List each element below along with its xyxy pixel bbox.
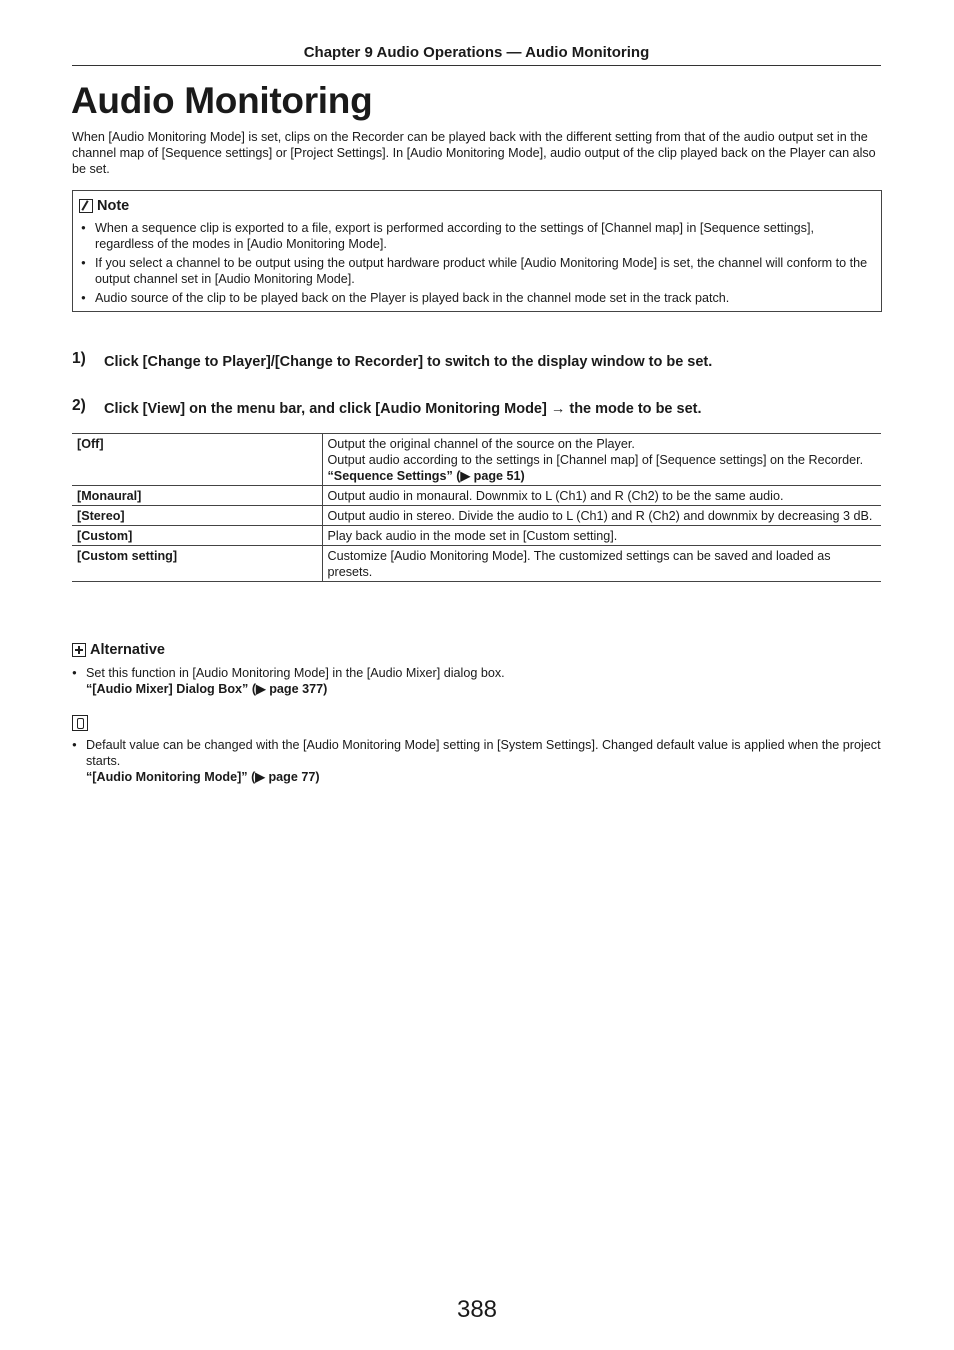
note-list	[79, 220, 873, 306]
mode-name: [Stereo]	[72, 506, 322, 526]
page-title: Audio Monitoring	[71, 80, 373, 121]
step-text: Click [Change to Player]/[Change to Recorder] to switch to the display window to be set.	[104, 354, 713, 370]
step-1	[72, 350, 882, 371]
monitoring-modes-table	[72, 433, 881, 582]
mode-name: [Off]	[72, 434, 322, 486]
cross-reference-link[interactable]: “[Audio Mixer] Dialog Box” (▶ page 377)	[86, 682, 328, 696]
alternative-icon	[72, 643, 86, 657]
mode-name: [Custom setting]	[72, 546, 322, 582]
description-line: Output the original channel of the source on the Player.	[327, 437, 635, 451]
mode-name: [Custom]	[72, 526, 322, 546]
note-item: ● When a sequence clip is exported to a file, export is performed according to the settings of [Channel map] in [Sequence settings], regardless of the modes in [Audio Monitoring Mode].	[79, 220, 873, 252]
table-row	[72, 434, 881, 486]
cross-reference-link[interactable]: “Sequence Settings” (▶ page 51)	[327, 469, 525, 483]
tip-item	[72, 737, 882, 785]
table-row	[72, 486, 881, 506]
alternative-title: Alternative	[90, 642, 165, 658]
alternative-section	[72, 641, 882, 700]
alternative-list	[72, 665, 882, 697]
mode-description: Customize [Audio Monitoring Mode]. The customized settings can be saved and loaded as presets.	[322, 546, 881, 582]
note-header	[79, 197, 873, 214]
note-icon	[79, 199, 93, 213]
step-text: Click [View] on the menu bar, and click [Audio Monitoring Mode] → the mode to be set.	[104, 401, 702, 417]
table-row	[72, 546, 881, 582]
mode-description: Play back audio in the mode set in [Custom setting].	[322, 526, 881, 546]
note-box	[72, 190, 882, 312]
mode-description	[322, 434, 881, 486]
intro-paragraph: When [Audio Monitoring Mode] is set, clips on the Recorder can be played back with the different setting from that of the audio output set in the channel map of [Sequence settings] or [Project Settings]. In [Audio Monitoring Mode], audio output of the clip played back on the Player can also be set.	[72, 130, 876, 176]
table-row	[72, 506, 881, 526]
table-row	[72, 526, 881, 546]
mode-description: Output audio in stereo. Divide the audio to L (Ch1) and R (Ch2) and downmix by decreasing 3 dB.	[322, 506, 881, 526]
alternative-item	[72, 665, 882, 697]
tip-section	[72, 715, 882, 788]
tip-text: ● Default value can be changed with the [Audio Monitoring Mode] setting in [System Settings]. Changed default value is applied when the project starts.	[86, 738, 881, 768]
note-item: ● If you select a channel to be output using the output hardware product while [Audio Monitoring Mode] is set, the channel will conform to the output channel set in [Audio Monitoring Mode].	[79, 255, 873, 287]
note-item: ● Audio source of the clip to be played back on the Player is played back in the channel mode set in the track patch.	[79, 290, 873, 306]
step-2	[72, 397, 882, 418]
chapter-heading: Chapter 9 Audio Operations — Audio Monitoring	[303, 44, 650, 61]
mode-description: Output audio in monaural. Downmix to L (Ch1) and R (Ch2) to be the same audio.	[322, 486, 881, 506]
note-title: Note	[97, 197, 130, 214]
cross-reference-link[interactable]: “[Audio Monitoring Mode]” (▶ page 77)	[86, 770, 320, 784]
tip-list	[72, 737, 882, 785]
hand-pointer-icon	[72, 715, 88, 731]
mode-name: [Monaural]	[72, 486, 322, 506]
alternative-header	[72, 641, 882, 659]
description-line: Output audio according to the settings in [Channel map] of [Sequence settings] on the Recorder.	[327, 453, 864, 467]
running-header	[72, 44, 881, 66]
page-number: 388	[456, 1296, 498, 1323]
alternative-text: ● Set this function in [Audio Monitoring Mode] in the [Audio Mixer] dialog box.	[86, 666, 505, 680]
step-number: 1)	[72, 350, 86, 367]
step-number: 2)	[72, 397, 86, 414]
